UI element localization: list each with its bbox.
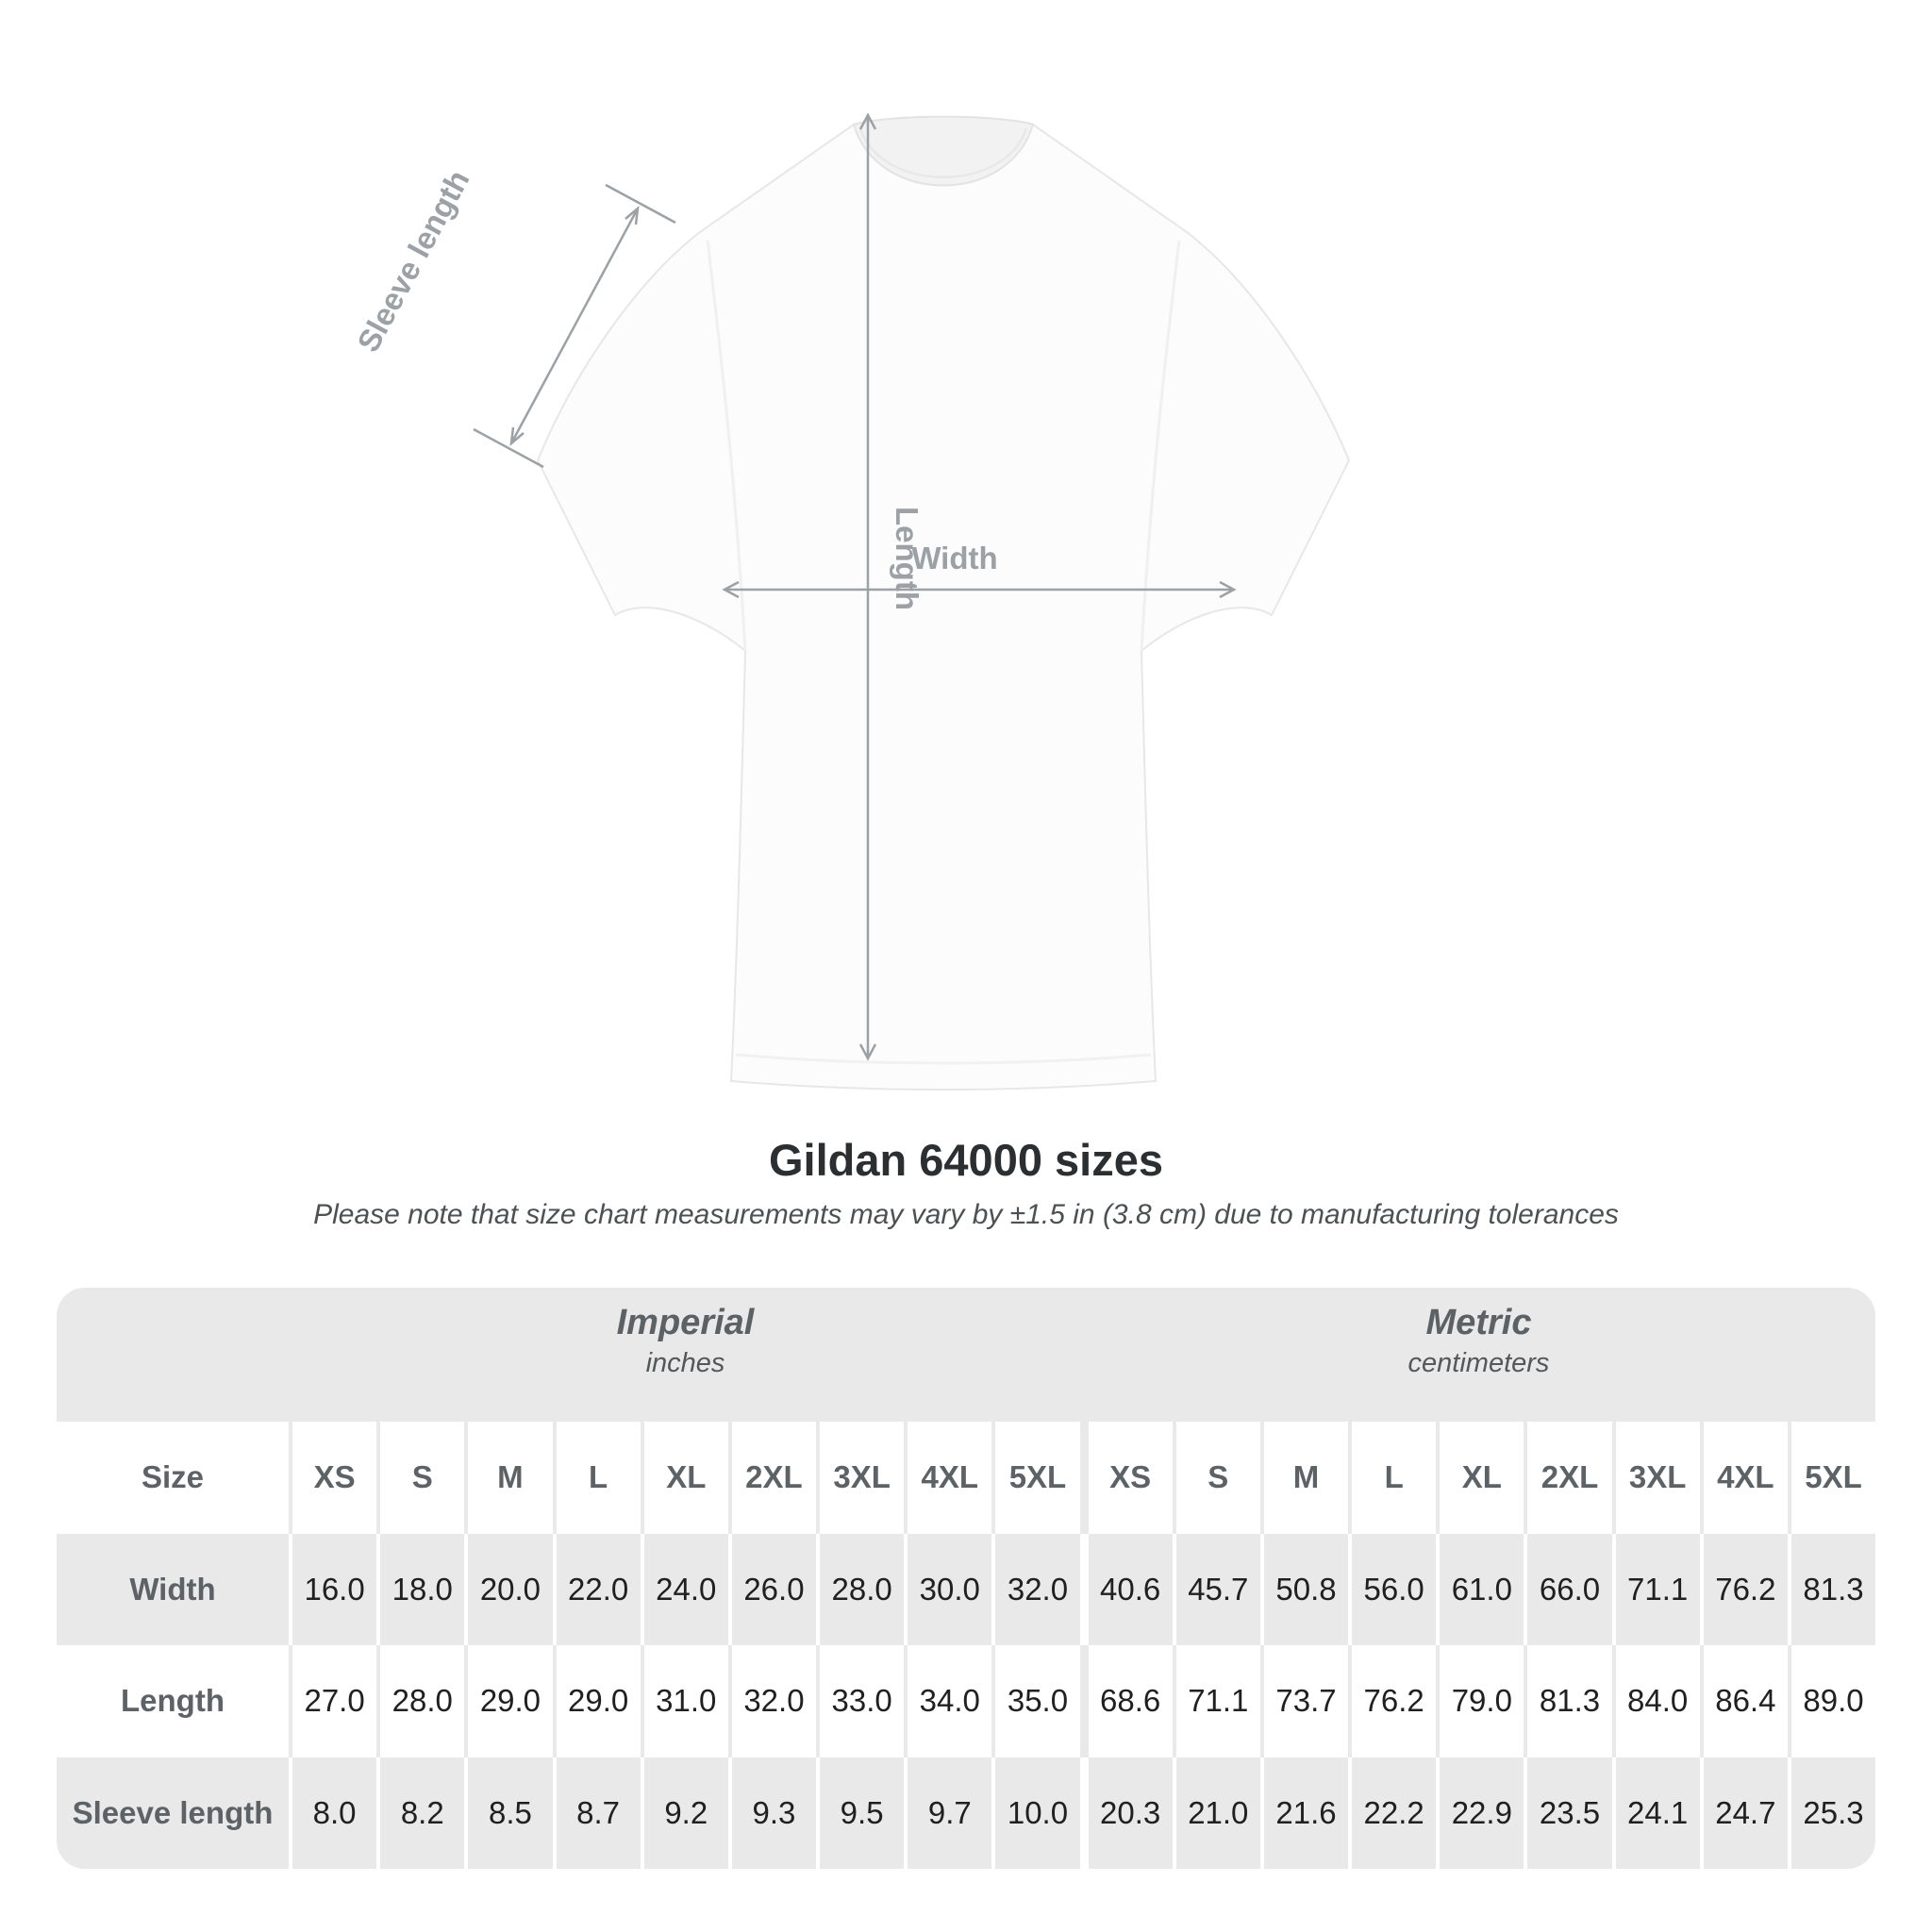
table-row-width [57, 1534, 1875, 1646]
table-row-length [57, 1645, 1875, 1757]
value-metric: 40.6 [1089, 1534, 1173, 1646]
table-row-sizes [57, 1422, 1875, 1534]
value-metric: 86.4 [1704, 1645, 1788, 1757]
value-metric: 20.3 [1089, 1757, 1173, 1870]
value-imperial: 24.0 [644, 1534, 728, 1646]
imperial-title: Imperial [616, 1303, 755, 1342]
value-imperial: 9.2 [644, 1757, 728, 1870]
value-metric: 24.7 [1704, 1757, 1788, 1870]
value-metric: 45.7 [1176, 1534, 1260, 1646]
value-imperial: 26.0 [732, 1534, 816, 1646]
value-metric: 21.0 [1176, 1757, 1260, 1870]
size-header-imperial-s: S [380, 1422, 464, 1534]
value-metric: 71.1 [1176, 1645, 1260, 1757]
value-imperial: 28.0 [380, 1645, 464, 1757]
value-metric: 56.0 [1352, 1534, 1436, 1646]
size-row-label: Size [57, 1422, 289, 1534]
value-imperial: 9.7 [908, 1757, 991, 1870]
size-header-metric-s: S [1176, 1422, 1260, 1534]
size-table-rows [57, 1422, 1875, 1869]
value-imperial: 29.0 [468, 1645, 552, 1757]
value-imperial: 30.0 [908, 1534, 991, 1646]
value-metric: 66.0 [1527, 1534, 1611, 1646]
value-imperial: 27.0 [292, 1645, 376, 1757]
size-header-metric-m: M [1264, 1422, 1348, 1534]
row-label: Sleeve length [57, 1757, 289, 1870]
value-imperial: 9.5 [820, 1757, 904, 1870]
sleeve-length-label: Sleeve length [350, 164, 476, 358]
size-header-imperial-5xl: 5XL [995, 1422, 1079, 1534]
value-imperial: 32.0 [995, 1534, 1079, 1646]
size-header-metric-xl: XL [1440, 1422, 1524, 1534]
value-metric: 81.3 [1527, 1645, 1611, 1757]
value-imperial: 8.5 [468, 1757, 552, 1870]
size-header-imperial-4xl: 4XL [908, 1422, 991, 1534]
page-subtitle: Please note that size chart measurements may vary by ±1.5 in (3.8 cm) due to manufacturing tolerances [313, 1199, 1619, 1230]
size-header-metric-4xl: 4XL [1704, 1422, 1788, 1534]
value-metric: 79.0 [1440, 1645, 1524, 1757]
value-metric: 25.3 [1791, 1757, 1875, 1870]
value-metric: 84.0 [1616, 1645, 1700, 1757]
value-metric: 76.2 [1704, 1534, 1788, 1646]
metric-unit: centimeters [1407, 1348, 1550, 1378]
value-imperial: 22.0 [557, 1534, 641, 1646]
value-metric: 68.6 [1089, 1645, 1173, 1757]
value-metric: 61.0 [1440, 1534, 1524, 1646]
value-metric: 22.9 [1440, 1757, 1524, 1870]
imperial-header [289, 1301, 1082, 1382]
size-header-imperial-m: M [468, 1422, 552, 1534]
size-header-imperial-xl: XL [644, 1422, 728, 1534]
width-label: Width [911, 541, 998, 575]
value-imperial: 8.2 [380, 1757, 464, 1870]
size-header-imperial-xs: XS [292, 1422, 376, 1534]
value-metric: 89.0 [1791, 1645, 1875, 1757]
value-imperial: 20.0 [468, 1534, 552, 1646]
value-metric: 81.3 [1791, 1534, 1875, 1646]
value-imperial: 9.3 [732, 1757, 816, 1870]
value-imperial: 8.7 [557, 1757, 641, 1870]
value-metric: 50.8 [1264, 1534, 1348, 1646]
value-metric: 23.5 [1527, 1757, 1611, 1870]
value-imperial: 18.0 [380, 1534, 464, 1646]
metric-title: Metric [1425, 1303, 1532, 1342]
size-header-metric-xs: XS [1089, 1422, 1173, 1534]
value-metric: 76.2 [1352, 1645, 1436, 1757]
size-header-imperial-l: L [557, 1422, 641, 1534]
value-imperial: 33.0 [820, 1645, 904, 1757]
value-metric: 21.6 [1264, 1757, 1348, 1870]
value-imperial: 29.0 [557, 1645, 641, 1757]
row-label: Width [57, 1534, 289, 1646]
value-imperial: 16.0 [292, 1534, 376, 1646]
value-metric: 71.1 [1616, 1534, 1700, 1646]
unit-header-row [57, 1288, 1875, 1422]
metric-header [1082, 1301, 1875, 1382]
value-imperial: 10.0 [995, 1757, 1079, 1870]
size-header-metric-2xl: 2XL [1527, 1422, 1611, 1534]
table-row-sleeve-length [57, 1757, 1875, 1870]
size-table [57, 1288, 1875, 1869]
value-metric: 24.1 [1616, 1757, 1700, 1870]
size-header-metric-5xl: 5XL [1791, 1422, 1875, 1534]
page-title: Gildan 64000 sizes [768, 1135, 1164, 1185]
row-label: Length [57, 1645, 289, 1757]
imperial-unit: inches [645, 1348, 725, 1378]
value-imperial: 8.0 [292, 1757, 376, 1870]
value-metric: 73.7 [1264, 1645, 1348, 1757]
size-header-imperial-3xl: 3XL [820, 1422, 904, 1534]
value-metric: 22.2 [1352, 1757, 1436, 1870]
length-label: Length [890, 507, 924, 610]
value-imperial: 28.0 [820, 1534, 904, 1646]
tshirt-shape [538, 117, 1349, 1090]
size-header-metric-l: L [1352, 1422, 1436, 1534]
size-header-imperial-2xl: 2XL [732, 1422, 816, 1534]
value-imperial: 32.0 [732, 1645, 816, 1757]
value-imperial: 31.0 [644, 1645, 728, 1757]
size-header-metric-3xl: 3XL [1616, 1422, 1700, 1534]
value-imperial: 35.0 [995, 1645, 1079, 1757]
value-imperial: 34.0 [908, 1645, 991, 1757]
